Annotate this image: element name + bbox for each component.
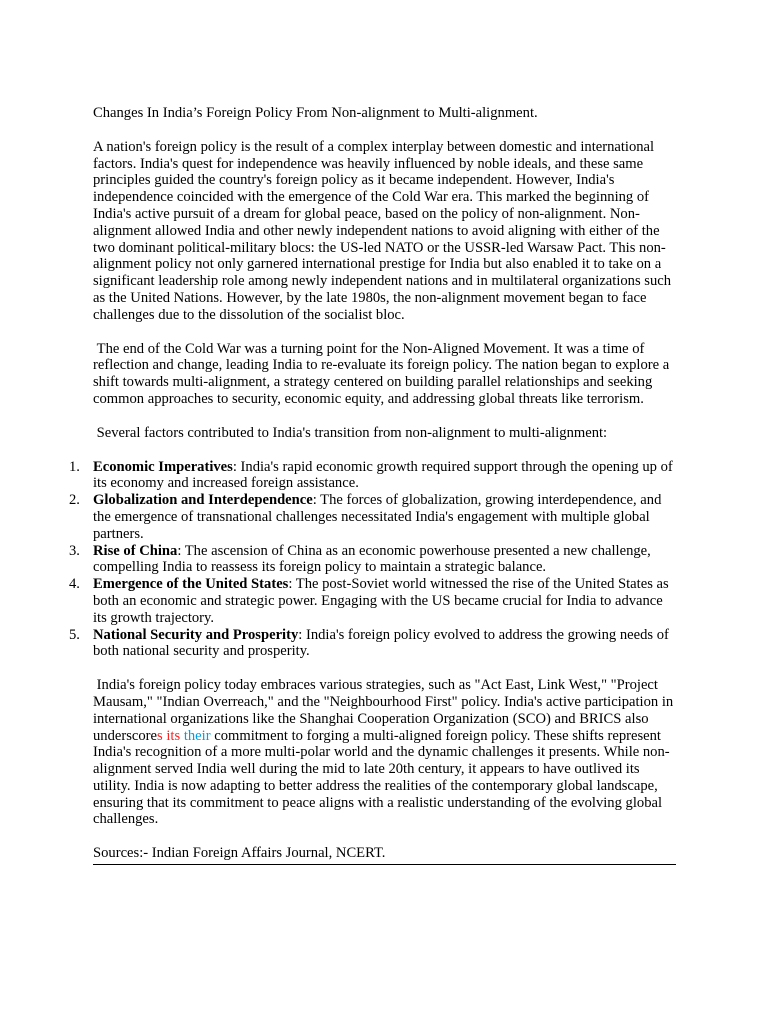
revision-inserted-text: their [183,727,211,744]
list-item [69,492,678,542]
list-item-heading: Rise of China [93,542,178,559]
list-item-text: : India's rapid economic growth required support through the opening up of its economy and increased foreign assistance. [93,458,673,492]
list-item-heading: Emergence of the United States [93,576,289,593]
list-item-text: : The forces of globalization, growing interdependence, and the emergence of transnational challenges necessitated India's engagement with multiple global partners. [93,492,662,542]
paragraph-current-policy-text-b: commitment to forging a multi-aligned foreign policy. These shifts represent India's recognition of a more multi-polar world and the dynamic challenges it presents. While non-alignment served India well during the mid to late 20th century, it appears to have outlived its utility. India is now adapting to better address the realities of the contemporary global landscape, ensuring that its commitment to peace aligns with a realistic understanding of the evolving global challenges. [93,727,670,828]
list-item-number: 5. [69,626,80,643]
list-item-heading: National Security and Prosperity [93,626,299,643]
revision-deleted-text: s its [157,727,181,744]
list-item-text: : India's foreign policy evolved to address the growing needs of both national security and prosperity. [93,626,669,660]
list-item-heading: Globalization and Interdependence [93,492,313,509]
list-item [69,576,678,626]
paragraph-cold-war-end-text: The end of the Cold War was a turning point for the Non-Aligned Movement. It was a time of reflection and change, leading India to re-evaluate its foreign policy. The nation began to explore a shift towards multi-alignment, a strategy centered on building parallel relationships and seeking common approaches to security, economic equity, and addressing global threats like terrorism. [93,340,673,407]
list-item-number: 3. [69,542,80,559]
paragraph-current-policy [93,677,678,828]
paragraph-cold-war-end [93,341,678,408]
list-item-number: 4. [69,576,80,593]
paragraph-intro: A nation's foreign policy is the result of a complex interplay between domestic and international factors. India's quest for independence was heavily influenced by noble ideals, and these same principles guided the country's foreign policy as it became independent. However, India's independence coincided with the emergence of the Cold War era. This marked the beginning of India's active pursuit of a dream for global peace, based on the policy of non-alignment. Non-alignment allowed India and other newly independent nations to avoid aligning with either of the two dominant political-military blocs: the US-led NATO or the USSR-led Warsaw Pact. This non-alignment policy not only garnered international prestige for India but also enabled it to take on a significant leadership role among newly independent nations and in multilateral organizations such as the United Nations. However, by the late 1980s, the non-alignment movement began to face challenges due to the dissolution of the socialist bloc. [93,138,672,323]
list-item [69,542,678,577]
list-item-heading: Economic Imperatives [93,458,233,475]
sources-line: Sources:- Indian Foreign Affairs Journal, NCERT. [93,845,386,862]
list-item-number: 1. [69,458,80,475]
paragraph-factors-intro-text: Several factors contributed to India's transition from non-alignment to multi-alignment: [93,424,608,441]
list-item-text: : The ascension of China as an economic powerhouse presented a new challenge, compelling India to reassess its foreign policy to maintain a strategic balance. [93,542,651,576]
list-item [69,626,678,661]
paragraph-factors-intro [93,425,678,442]
list-item-number: 2. [69,492,80,509]
document-page [69,105,678,865]
paragraph-current-policy-text-a: India's foreign policy today embraces various strategies, such as "Act East, Link West," "Project Mausam," "Indian Overreach," and the "Neighbourhood First" policy. India's active participation in international organizations like the Shanghai Cooperation Organization (SCO) and BRICS also underscore [93,677,677,744]
document-title: Changes In India’s Foreign Policy From Non-alignment to Multi-alignment. [93,105,538,121]
list-item-text: : The post-Soviet world witnessed the rise of the United States as both an economic and strategic power. Engaging with the US became crucial for India to advance its growth trajectory. [93,576,669,626]
footer-rule [93,864,676,865]
factors-list [69,458,678,661]
list-item [69,458,678,493]
